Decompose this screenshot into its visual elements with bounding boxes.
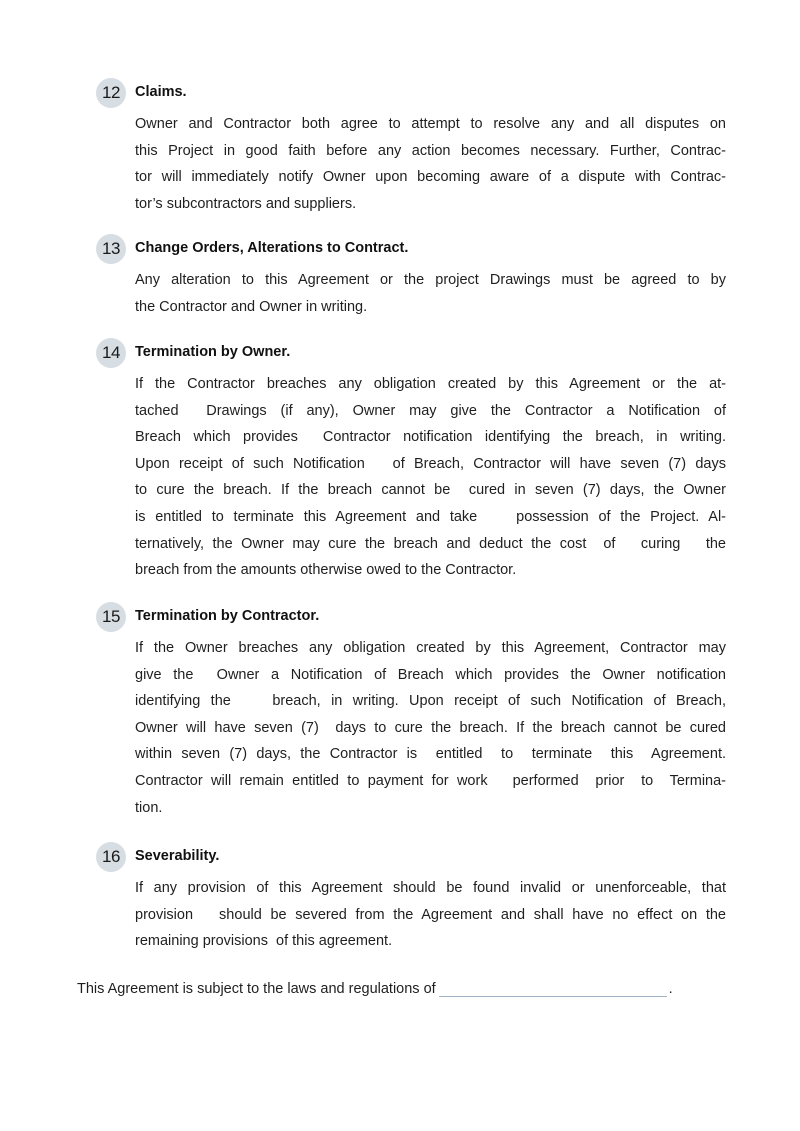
governing-law-text: This Agreement is subject to the laws and regulations of — [77, 981, 436, 997]
body-line: Contractor will remain entitled to payment for work performed prior to Termina- — [135, 772, 726, 789]
section-number-badge: 12 — [96, 78, 126, 108]
body-line: tion. — [135, 799, 163, 816]
section-body — [135, 371, 726, 584]
body-line: ternatively, the Owner may cure the breach and deduct the cost of curing the — [135, 535, 726, 552]
body-line: Owner will have seven (7) days to cure the breach. If the breach cannot be cured — [135, 719, 726, 736]
body-line: If the Contractor breaches any obligation created by this Agreement or the at- — [135, 376, 726, 392]
body-line: identifying the breach, in writing. Upon receipt of such Notification of Breach, — [135, 693, 726, 710]
body-line: give the Owner a Notification of Breach which provides the Owner notification — [135, 666, 726, 683]
section-number-badge: 14 — [96, 338, 126, 368]
section-heading: Change Orders, Alterations to Contract. — [135, 240, 409, 256]
section-body — [135, 111, 726, 217]
section-heading: Severability. — [135, 848, 220, 864]
section-heading: Termination by Owner. — [135, 344, 291, 360]
body-line: Owner and Contractor both agree to attempt to resolve any and all disputes on — [135, 116, 726, 132]
governing-law-statement — [77, 981, 737, 997]
body-line: is entitled to terminate this Agreement and take possession of the Project. Al- — [135, 508, 726, 525]
section-number-badge: 13 — [96, 234, 126, 264]
body-line: tor will immediately notify Owner upon becoming aware of a dispute with Contrac- — [135, 169, 726, 186]
body-line: provision should be severed from the Agreement and shall have no effect on the — [135, 906, 726, 923]
body-line: Any alteration to this Agreement or the project Drawings must be agreed to by — [135, 272, 726, 288]
body-line: the Contractor and Owner in writing. — [135, 298, 368, 315]
section-heading: Claims. — [135, 84, 187, 100]
body-line: If the Owner breaches any obligation created by this Agreement, Contractor may — [135, 640, 726, 656]
end-punctuation: . — [668, 981, 673, 997]
body-line: breach from the amounts otherwise owed to the Contractor. — [135, 562, 517, 579]
section-number-badge: 15 — [96, 602, 126, 632]
body-line: tor’s subcontractors and suppliers. — [135, 195, 357, 212]
section-body — [135, 267, 726, 320]
body-line: remaining provisions of this agreement. — [135, 933, 393, 950]
body-line: Breach which provides Contractor notification identifying the breach, in writing. — [135, 429, 726, 446]
body-line: this Project in good faith before any action becomes necessary. Further, Contrac- — [135, 142, 726, 159]
section-body — [135, 635, 726, 821]
section-body — [135, 875, 726, 955]
body-line: Upon receipt of such Notification of Breach, Contractor will have seven (7) days — [135, 455, 726, 472]
section-heading: Termination by Contractor. — [135, 608, 320, 624]
body-line: within seven (7) days, the Contractor is entitled to terminate this Agreement. — [135, 746, 726, 763]
body-line: to cure the breach. If the breach cannot be cured in seven (7) days, the Owner — [135, 482, 726, 499]
body-line: tached Drawings (if any), Owner may give the Contractor a Notification of — [135, 402, 726, 419]
jurisdiction-blank-field[interactable] — [439, 982, 667, 997]
body-line: If any provision of this Agreement should be found invalid or unenforceable, that — [135, 880, 726, 896]
section-number-badge: 16 — [96, 842, 126, 872]
